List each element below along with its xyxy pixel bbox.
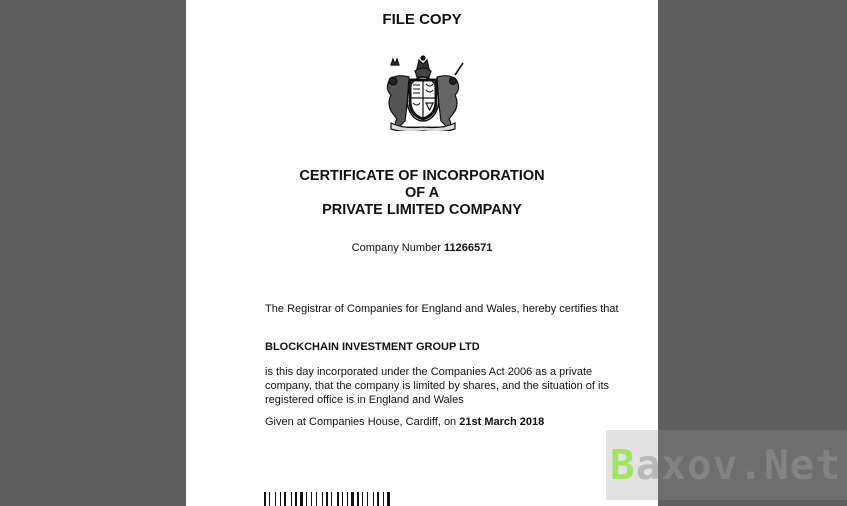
- barcode-bar: [377, 492, 379, 506]
- certificate-title: [186, 168, 658, 219]
- watermark-rest: axov.Net: [635, 441, 842, 489]
- certify-paragraph: The Registrar of Companies for England and Wales, hereby certifies that: [265, 303, 619, 315]
- barcode-bar: [326, 492, 328, 506]
- company-number-label: Company Number: [351, 242, 441, 254]
- incorporation-paragraph: is this day incorporated under the Companies Act 2006 as a private company, that the company is limited by shares, and the situation of its registered office is in England and Wales: [265, 366, 610, 406]
- company-number-value: 11266571: [443, 242, 493, 254]
- file-copy-header: FILE COPY: [382, 11, 462, 28]
- royal-coat-of-arms-icon: [379, 55, 467, 131]
- title-line-2: OF A: [404, 185, 440, 201]
- barcode-bar: [300, 492, 303, 506]
- title-line-1: CERTIFICATE OF INCORPORATION: [299, 168, 545, 184]
- barcode-bar: [264, 492, 266, 506]
- barcode-bar: [367, 492, 368, 506]
- barcode-bar: [351, 492, 354, 506]
- company-name: BLOCKCHAIN INVESTMENT GROUP LTD: [265, 341, 480, 353]
- document-page: [186, 0, 658, 506]
- given-at-paragraph: [265, 415, 625, 429]
- barcode-bar: [291, 492, 292, 506]
- incorporation-date: 21st March 2018: [459, 416, 545, 428]
- barcode-bar: [311, 492, 312, 506]
- watermark-accent-letter: B: [610, 441, 636, 489]
- barcode-bar: [306, 492, 307, 506]
- company-number-line: [186, 242, 658, 254]
- barcode-bar: [295, 492, 297, 506]
- given-at-text: Given at Companies House, Cardiff, on: [265, 416, 457, 428]
- barcode-bar: [275, 492, 276, 506]
- barcode-bar: [280, 492, 281, 506]
- barcode-bar: [337, 492, 339, 506]
- barcode-bar: [342, 492, 343, 506]
- barcode-bar: [284, 492, 286, 506]
- barcode-bar: [387, 492, 390, 506]
- barcode-bar: [269, 492, 270, 506]
- barcode-bar: [357, 492, 359, 506]
- barcode-bar: [322, 492, 323, 506]
- barcode: [264, 492, 436, 506]
- barcode-bar: [373, 492, 374, 506]
- title-line-3: PRIVATE LIMITED COMPANY: [322, 202, 522, 218]
- barcode-bar: [331, 492, 332, 506]
- barcode-bar: [347, 492, 348, 506]
- barcode-bar: [362, 492, 363, 506]
- barcode-bar: [316, 492, 317, 506]
- barcode-bar: [383, 492, 384, 506]
- watermark-logo: [610, 441, 841, 489]
